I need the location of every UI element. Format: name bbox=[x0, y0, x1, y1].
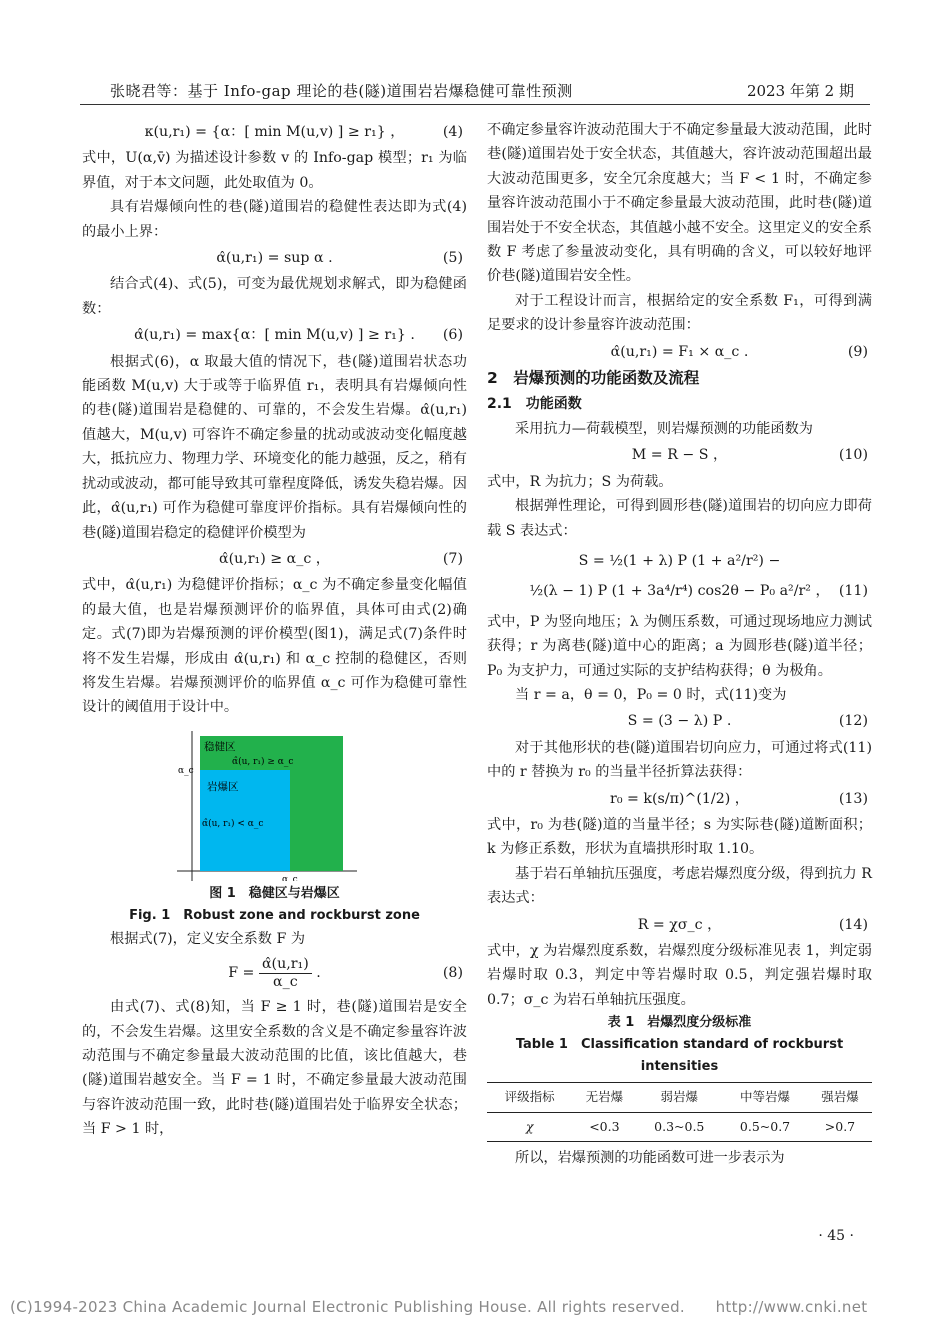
equation-8-fraction bbox=[259, 956, 312, 991]
equation-9-number: (9) bbox=[847, 343, 868, 360]
equation-5 bbox=[82, 246, 467, 270]
paragraph: 结合式(4)、式(5)，可变为最优规划求解式，即为稳健函数： bbox=[82, 276, 467, 317]
equation-11a-body: S = ½(1 + λ) P (1 + a²/r²) − bbox=[578, 552, 781, 569]
robust-zone-label: 稳健区 bbox=[204, 740, 236, 753]
equation-7-body: α̂(u,r₁) ≥ α_c ， bbox=[219, 550, 330, 567]
figure-1-diagram bbox=[82, 726, 467, 881]
right-column bbox=[487, 118, 872, 1170]
table-header-cell: 评级指标 bbox=[504, 1089, 555, 1105]
equation-14-number: (14) bbox=[838, 916, 868, 933]
table-caption-cn: 表 1 岩爆烈度分级标准 bbox=[607, 1015, 752, 1031]
paragraph: 具有岩爆倾向性的巷(隧)道围岩的稳健性表达即为式(4)的最小上界： bbox=[82, 199, 467, 240]
x-axis-label: α_c bbox=[282, 874, 298, 881]
section-heading: 2 岩爆预测的功能函数及流程 bbox=[487, 369, 700, 388]
table-cell: <0.3 bbox=[589, 1118, 620, 1134]
figure-caption-en: Fig. 1 Robust zone and rockburst zone bbox=[129, 907, 420, 923]
paragraph: 对于工程设计而言，根据给定的安全系数 F₁，可得到满足要求的设计参量容许波动范围： bbox=[487, 292, 872, 334]
paragraph: 根据弹性理论，可得到圆形巷(隧)道围岩的切向应力即荷载 S 表达式： bbox=[487, 498, 872, 539]
paragraph: 式中，R 为抗力；S 为荷载。 bbox=[487, 473, 673, 490]
equation-14-body: R = χσ_c ， bbox=[637, 916, 722, 933]
equation-7-number: (7) bbox=[442, 550, 463, 567]
rockburst-zone-condition: α̂(u, r₁) < α_c bbox=[202, 818, 264, 829]
running-title: 张晓君等：基于 Info-gap 理论的巷(隧)道围岩岩爆稳健可靠性预测 bbox=[110, 82, 573, 100]
equation-13 bbox=[487, 787, 872, 811]
figure-caption-cn: 图 1 稳健区与岩爆区 bbox=[209, 885, 340, 901]
table-header-cell: 无岩爆 bbox=[585, 1089, 624, 1105]
paragraph: 根据式(6)，α 取最大值的情况下，巷(隧)道围岩状态功能函数 M(u,v) 大于或等于临界值 r₁，表明具有岩爆倾向性的巷(隧)道围岩是稳健的、可靠的，不会发生岩爆。α̂(u,r₁) 值越大，M(u,v) 可容许不确定参量的扰动或波动变化幅度越大，抵抗应力、物理力学、环境变化的能力越强，反之，稍有扰动或波动，都可能导致其可靠程度降低，诱发失稳岩爆。因此，α̂(u,r₁) 可作为稳健可靠度评价指标。具有岩爆倾向性的巷(隧)道围岩稳定的稳健评价模型为 bbox=[82, 353, 467, 541]
equation-9-body: α̂(u,r₁) = F₁ × α_c . bbox=[610, 343, 749, 360]
equation-7 bbox=[82, 547, 467, 571]
equation-8-denominator: α_c bbox=[273, 973, 298, 990]
equation-12-body: S = (3 − λ) P . bbox=[627, 713, 732, 730]
table-cell: >0.7 bbox=[824, 1118, 856, 1134]
equation-11a bbox=[487, 549, 872, 573]
paragraph: 不确定参量容许波动范围大于不确定参量最大波动范围，此时巷(隧)道围岩处于安全状态，其值越大，容许波动范围超出最大波动范围更多，安全冗余度越大；当 F < 1 时，不确定参量容许波动范围小于不确定参量最大波动范围，此时巷(隧)道围岩处于不安全状态，其值越小越不安全。这里定义的安全系数 F 考虑了参量波动变化，具有明确的含义，可以较好地评价巷(隧)道围岩安全性。 bbox=[487, 122, 872, 285]
equation-10-number: (10) bbox=[838, 447, 868, 464]
equation-6 bbox=[82, 323, 467, 347]
paragraph: 所以，岩爆预测的功能函数可进一步表示为 bbox=[515, 1150, 785, 1167]
equation-10-body: M = R − S ， bbox=[631, 447, 728, 464]
equation-6-body: α̂(u,r₁) = max{α：[ min M(u,v) ] ≥ r₁} . bbox=[134, 327, 415, 344]
equation-8-lhs: F = bbox=[228, 965, 255, 982]
table-1 bbox=[487, 1082, 872, 1142]
copyright-footer: (C)1994-2023 China Academic Journal Electronic Publishing House. All rights reserved. http://www.cnki.net bbox=[10, 1298, 868, 1316]
equation-13-body: r₀ = k(s/π)^(1/2) ， bbox=[610, 790, 749, 807]
paragraph: 式中，U(α,v̄) 为描述设计参数 v 的 Info-gap 模型；r₁ 为临界值，对于本文问题，此处取值为 0。 bbox=[82, 150, 467, 191]
equation-11-number: (11) bbox=[838, 583, 868, 600]
y-axis-label: α_c bbox=[178, 765, 194, 776]
table-row bbox=[487, 1112, 872, 1141]
robust-zone-condition: α̂(u, r₁) ≥ α_c bbox=[232, 756, 294, 767]
table-caption-en: Table 1 Classification standard of rockburst intensities bbox=[515, 1037, 844, 1075]
equation-5-body: α̂(u,r₁) = sup α . bbox=[216, 250, 333, 267]
equation-4-number: (4) bbox=[442, 124, 463, 140]
paragraph: 式中，α̂(u,r₁) 为稳健评价指标；α_c 为不确定参量变化幅值的最大值，也是岩爆预测评价的临界值，具体可由式(2)确定。式(7)即为岩爆预测的评价模型(图1)，满足式(7)条件时将不发生岩爆，形成由 α̂(u,r₁) 和 α_c 控制的稳健区，否则将发生岩爆。岩爆预测评价的临界值 α_c 可作为稳健可靠性设计的阈值用于设计中。 bbox=[82, 577, 467, 716]
equation-9 bbox=[487, 340, 872, 364]
equation-14 bbox=[487, 913, 872, 937]
page-number: · 45 · bbox=[818, 1228, 854, 1244]
paragraph: 式中，χ 为岩爆烈度系数，岩爆烈度分级标准见表 1，判定弱岩爆时取 0.3，判定中等岩爆时取 0.5，判定强岩爆时取 0.7；σ_c 为岩石单轴抗压强度。 bbox=[487, 943, 872, 1008]
subsection-heading: 2.1 功能函数 bbox=[487, 396, 582, 413]
equation-12 bbox=[487, 709, 872, 733]
header-rule bbox=[80, 104, 870, 105]
paragraph: 式中，P 为竖向地压；λ 为侧压系数，可通过现场地应力测试获得；r 为离巷(隧)道中心的距离；a 为圆形巷(隧)道半径；P₀ 为支护力，可通过实际的支护结构获得；θ 为极角。 bbox=[487, 613, 872, 679]
equation-8-numerator: α̂(u,r₁) bbox=[259, 956, 312, 974]
equation-13-number: (13) bbox=[838, 790, 868, 807]
paragraph: 对于其他形状的巷(隧)道围岩切向应力，可通过将式(11)中的 r 替换为 r₀ 的当量半径折算法获得： bbox=[487, 739, 872, 781]
table-header-cell: 中等岩爆 bbox=[740, 1089, 791, 1105]
equation-10 bbox=[487, 443, 872, 467]
figure-1 bbox=[82, 726, 467, 881]
equation-6-number: (6) bbox=[442, 327, 463, 344]
paragraph: 基于岩石单轴抗压强度，考虑岩爆烈度分级，得到抗力 R 表达式： bbox=[487, 865, 872, 907]
equation-11b bbox=[487, 579, 872, 603]
issue-label: 2023 年第 2 期 bbox=[746, 82, 854, 100]
equation-11b-body: ½(λ − 1) P (1 + 3a⁴/r⁴) cos2θ − P₀ a²/r² ， bbox=[529, 583, 830, 600]
table-cell: χ bbox=[525, 1118, 534, 1134]
equation-8: F = $\frac{\text{α̂(u,r₁)}}{\alpha\_c}$ . (8) bbox=[82, 953, 467, 993]
equation-4-body: κ(u,r₁) = {α：[ min M(u,v) ] ≥ r₁} ， bbox=[144, 124, 405, 140]
paragraph: 式中，r₀ 为巷(隧)道的当量半径；s 为实际巷(隧)道断面积；k 为修正系数，形状为直墙拱形时取 1.10。 bbox=[487, 816, 872, 858]
table-cell: 0.3~0.5 bbox=[654, 1118, 705, 1134]
rockburst-zone-label: 岩爆区 bbox=[207, 780, 239, 793]
left-column bbox=[82, 118, 467, 1142]
paragraph: 根据式(7)，定义安全系数 F 为 bbox=[110, 930, 306, 947]
paragraph: 当 r = a，θ = 0，P₀ = 0 时，式(11)变为 bbox=[515, 686, 787, 703]
paragraph: 采用抗力—荷载模型，则岩爆预测的功能函数为 bbox=[515, 420, 813, 437]
equation-12-number: (12) bbox=[838, 713, 868, 730]
equation-4 bbox=[82, 120, 467, 144]
paragraph: 由式(7)、式(8)知，当 F ≥ 1 时，巷(隧)道围岩是安全的，不会发生岩爆。这里安全系数的含义是不确定参量容许波动范围与不确定参量最大波动范围的比值，该比值越大，巷(隧)道围岩越安全。当 F = 1 时，不确定参量最大波动范围与容许波动范围一致，此时巷(隧)道围岩处于临界安全状态；当 F > 1 时， bbox=[82, 999, 467, 1138]
table-cell: 0.5~0.7 bbox=[739, 1118, 791, 1134]
equation-5-number: (5) bbox=[442, 250, 463, 267]
equation-8-number: (8) bbox=[442, 965, 463, 982]
table-header-row bbox=[487, 1083, 872, 1112]
table-header-cell: 弱岩爆 bbox=[660, 1089, 699, 1105]
table-header-cell: 强岩爆 bbox=[821, 1089, 859, 1105]
